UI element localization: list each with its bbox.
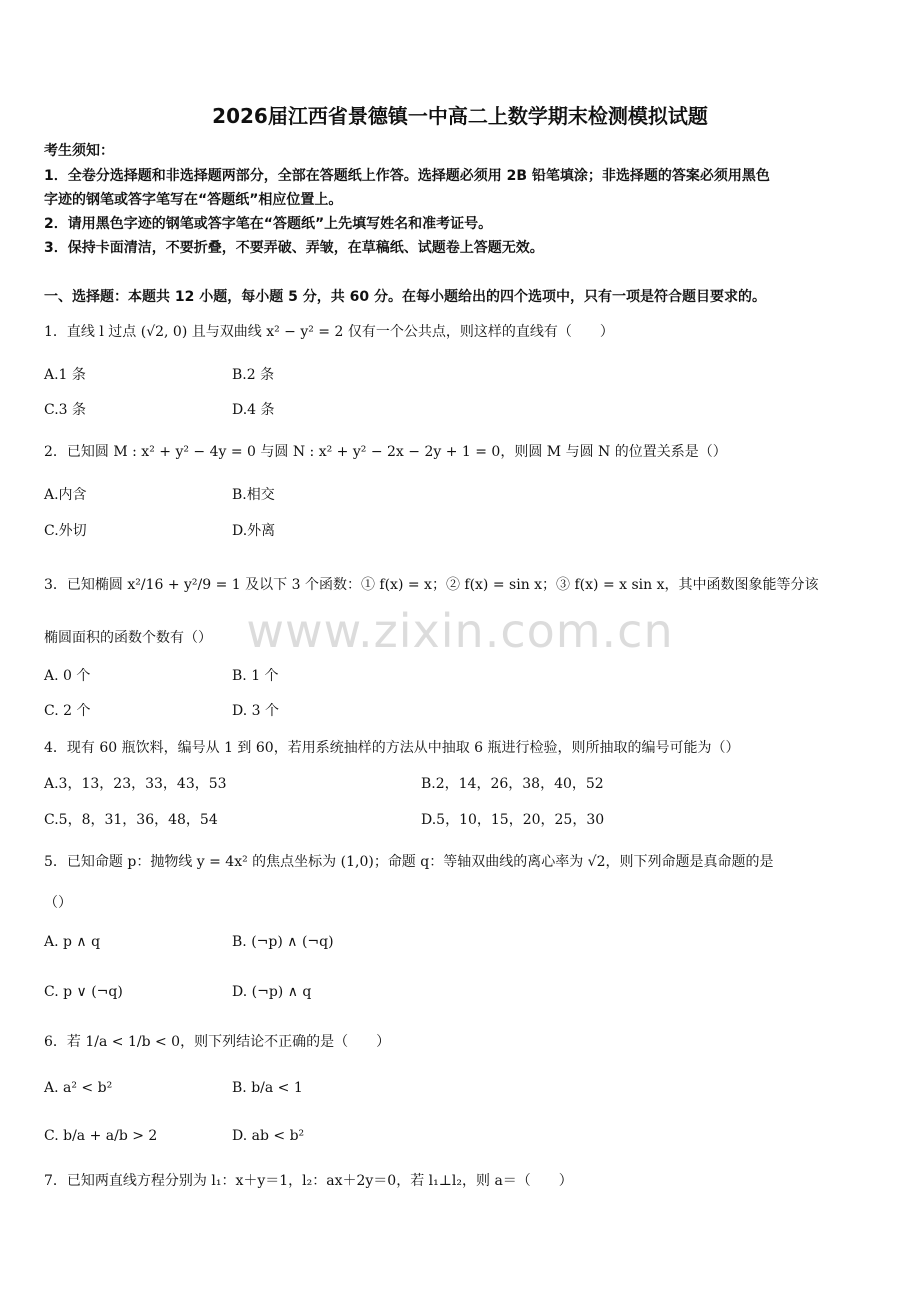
- question-5-option-d: D. (¬p) ∧ q: [232, 984, 312, 1000]
- question-6-option-c: C. b/a + a/b > 2: [44, 1128, 158, 1144]
- question-6-stem: 6．若 1/a < 1/b < 0，则下列结论不正确的是（ ）: [44, 1034, 391, 1050]
- question-6-option-d: D. ab < b²: [232, 1128, 305, 1144]
- notice-item-1-cont: 字迹的钢笔或答字笔写在“答题纸”相应位置上。: [44, 192, 343, 208]
- question-6-option-a: A. a² < b²: [44, 1080, 113, 1096]
- question-5-stem: 5．已知命题 p：抛物线 y = 4x² 的焦点坐标为 (1,0)；命题 q：等轴双曲线的离心率为 √2，则下列命题是真命题的是: [44, 854, 774, 870]
- question-3-option-c: C. 2 个: [44, 703, 91, 719]
- page-title: 2026届江西省景德镇一中高二上数学期末检测模拟试题: [212, 104, 708, 128]
- question-1-option-b: B.2 条: [232, 367, 275, 383]
- question-2-option-b: B.相交: [232, 487, 275, 503]
- question-5-option-c: C. p ∨ (¬q): [44, 984, 123, 1000]
- question-4-option-c: C.5，8，31，36，48，54: [44, 812, 218, 828]
- question-5-option-b: B. (¬p) ∧ (¬q): [232, 934, 334, 950]
- question-3-stem-cont: 椭圆面积的函数个数有（）: [44, 630, 212, 646]
- question-6-option-b: B. b/a < 1: [232, 1080, 303, 1096]
- question-1-stem: 1．直线 l 过点 (√2, 0) 且与双曲线 x² − y² = 2 仅有一个公共点，则这样的直线有（ ）: [44, 324, 614, 340]
- question-2-option-d: D.外离: [232, 523, 276, 539]
- notice-item-1: 1．全卷分选择题和非选择题两部分，全部在答题纸上作答。选择题必须用 2B 铅笔填涂；非选择题的答案必须用黑色: [44, 168, 770, 184]
- question-1-option-c: C.3 条: [44, 402, 87, 418]
- notice-item-3: 3．保持卡面清洁，不要折叠，不要弄破、弄皱，在草稿纸、试题卷上答题无效。: [44, 240, 544, 256]
- question-2-stem: 2．已知圆 M : x² + y² − 4y = 0 与圆 N : x² + y² − 2x − 2y + 1 = 0，则圆 M 与圆 N 的位置关系是（）: [44, 444, 727, 460]
- notice-heading: 考生须知：: [44, 143, 114, 159]
- watermark: www.zixin.com.cn: [246, 604, 674, 658]
- question-3-stem: 3．已知椭圆 x²/16 + y²/9 = 1 及以下 3 个函数：① f(x) = x；② f(x) = sin x；③ f(x) = x sin x，其中函数图象能等分该: [44, 577, 819, 593]
- question-4-stem: 4．现有 60 瓶饮料，编号从 1 到 60，若用系统抽样的方法从中抽取 6 瓶进行检验，则所抽取的编号可能为（）: [44, 740, 740, 756]
- question-7-stem: 7．已知两直线方程分别为 l₁：x＋y＝1，l₂：ax＋2y＝0，若 l₁⊥l₂，则 a＝（ ）: [44, 1173, 573, 1189]
- question-2-option-c: C.外切: [44, 523, 87, 539]
- section-heading: 一、选择题：本题共 12 小题，每小题 5 分，共 60 分。在每小题给出的四个选项中，只有一项是符合题目要求的。: [44, 289, 766, 305]
- question-3-option-d: D. 3 个: [232, 703, 279, 719]
- question-4-option-b: B.2，14，26，38，40，52: [421, 776, 604, 792]
- notice-item-2: 2．请用黑色字迹的钢笔或答字笔在“答题纸”上先填写姓名和准考证号。: [44, 216, 493, 232]
- question-4-option-a: A.3，13，23，33，43，53: [44, 776, 227, 792]
- question-4-option-d: D.5，10，15，20，25，30: [421, 812, 605, 828]
- question-3-option-b: B. 1 个: [232, 668, 279, 684]
- question-5-option-a: A. p ∧ q: [44, 934, 101, 950]
- question-3-option-a: A. 0 个: [44, 668, 91, 684]
- question-1-option-a: A.1 条: [44, 367, 86, 383]
- question-2-option-a: A.内含: [44, 487, 87, 503]
- question-1-option-d: D.4 条: [232, 402, 275, 418]
- question-5-stem-cont: （）: [44, 895, 72, 911]
